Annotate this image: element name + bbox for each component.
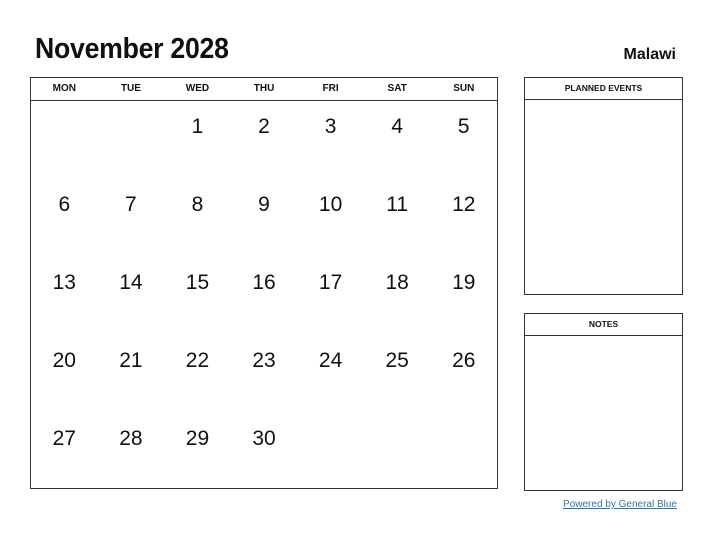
day-cell: 4 — [391, 115, 404, 138]
planned-events-panel — [524, 77, 683, 295]
day-cell: 25 — [385, 349, 409, 372]
day-cell: 24 — [318, 349, 343, 372]
week-row-5 — [31, 413, 497, 491]
weekday-fri: FRI — [322, 83, 339, 94]
day-cell — [364, 413, 431, 491]
weekday-thu: THU — [253, 83, 275, 94]
day-cell: 11 — [386, 193, 409, 216]
day-cell: 15 — [185, 271, 210, 294]
day-cell: 12 — [452, 193, 476, 216]
calendar-title: November 2028 — [35, 33, 229, 65]
day-cell: 30 — [252, 427, 276, 450]
day-cell: 20 — [52, 349, 76, 372]
day-cell: 17 — [318, 271, 343, 294]
weekday-header-row — [31, 78, 497, 101]
day-cell: 18 — [385, 271, 409, 294]
day-cell: 7 — [125, 193, 137, 216]
country-label: Malawi — [623, 46, 676, 63]
day-cell: 29 — [185, 427, 210, 450]
day-cell: 28 — [119, 427, 143, 450]
day-cell: 3 — [324, 115, 337, 138]
day-cell: 21 — [119, 349, 143, 372]
day-cell: 6 — [58, 193, 71, 216]
week-row-3 — [31, 257, 497, 335]
day-cell: 13 — [52, 271, 76, 294]
day-cell: 9 — [258, 193, 270, 216]
month-calendar — [30, 77, 498, 489]
day-cell: 8 — [191, 193, 204, 216]
day-cell: 5 — [457, 115, 470, 138]
week-row-4 — [31, 335, 497, 413]
day-cell — [297, 413, 364, 491]
day-cell: 1 — [191, 115, 204, 138]
planned-events-title: PLANNED EVENTS — [525, 78, 682, 100]
weekday-sat: SAT — [387, 83, 407, 94]
day-cell: 23 — [252, 349, 276, 372]
day-cell: 26 — [452, 349, 476, 372]
day-cell — [31, 101, 98, 179]
week-row-1 — [31, 101, 497, 179]
day-cell — [98, 101, 165, 179]
weekday-tue: TUE — [120, 83, 141, 94]
day-cell: 27 — [52, 427, 76, 450]
day-cell: 16 — [252, 271, 276, 294]
powered-by-link[interactable]: Powered by General Blue — [563, 499, 677, 510]
notes-title: NOTES — [525, 314, 682, 336]
day-cell: 2 — [258, 115, 270, 138]
notes-panel — [524, 313, 683, 491]
day-cell: 22 — [185, 349, 210, 372]
day-cell: 14 — [119, 271, 143, 294]
day-cell: 10 — [318, 193, 343, 216]
week-row-2 — [31, 179, 497, 257]
weekday-wed: WED — [185, 83, 210, 94]
weekday-mon: MON — [52, 83, 76, 94]
day-cell: 19 — [452, 271, 476, 294]
weekday-sun: SUN — [453, 83, 475, 94]
day-cell — [430, 413, 497, 491]
